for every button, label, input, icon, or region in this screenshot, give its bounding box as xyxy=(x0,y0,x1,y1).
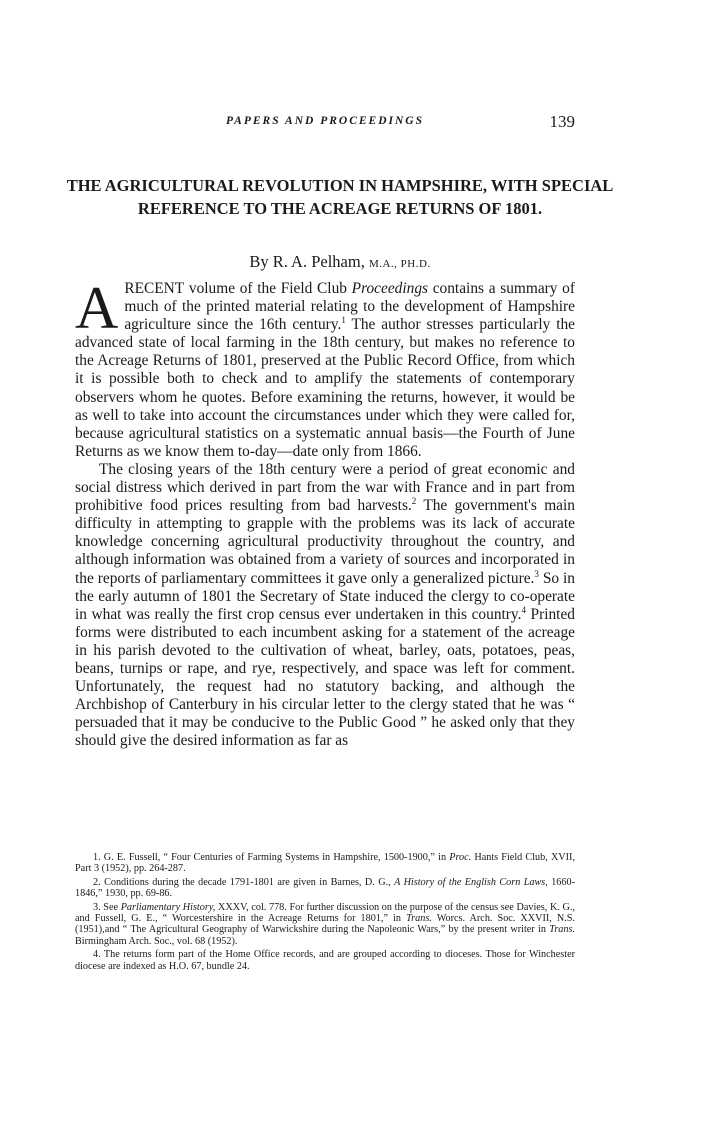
running-title: PAPERS AND PROCEEDINGS xyxy=(225,115,424,127)
byline-degrees: M.A., PH.D. xyxy=(368,258,431,270)
footnote-ref-4: 4 xyxy=(521,604,526,615)
article-body xyxy=(75,275,575,750)
footnote-4 xyxy=(75,949,575,972)
p2-text-1: The closing years of the 18th century were a period of great economic and social distress which derived in part from the war with France and in part from prohibitive food prices resulting from bad harvests. xyxy=(75,460,575,515)
footnote-2-text-a: 2. Conditions during the decade 1791-1801 are given in Barnes, D. G., xyxy=(93,876,395,888)
drop-cap: A xyxy=(75,275,119,341)
article-title: THE AGRICULTURAL REVOLUTION IN HAMPSHIRE, WITH SPECIAL REFERENCE TO THE ACREAGE RETURNS OF 1801. xyxy=(66,176,614,218)
paragraph-2 xyxy=(75,461,575,751)
p2-text-2: The government's main difficulty in attempting to grapple with the problems was its lack of accurate knowledge concerning agricultural productivity throughout the country, and although information was obtained from a variety of sources and incorporated in the reports of parliamentary committees it gave only a generalized picture. xyxy=(75,497,575,587)
footnote-1 xyxy=(75,852,575,875)
footnote-3-text-a: 3. See xyxy=(93,901,121,913)
footnote-2 xyxy=(75,877,575,900)
p1-text-2: contains a summary of much of the printed material relating to the development of Hampshire agriculture since the 16th century. xyxy=(124,280,575,334)
p1-italic-proceedings: Proceedings xyxy=(351,280,429,297)
footnote-3-italic-2: Trans. xyxy=(406,913,432,925)
p2-text-3: So in the early autumn of 1801 the Secretary of State induced the clergy to co-operate in what was really the first crop census ever undertaken in this country. xyxy=(75,569,575,623)
footnote-3 xyxy=(75,902,575,948)
running-head xyxy=(75,112,575,132)
footnote-ref-3: 3 xyxy=(534,568,539,579)
footnote-3-italic-3: Trans. xyxy=(549,924,575,936)
footnote-3-text-b: XXXV, col. 778. For further discussion on the purpose of the census see Davies, K. G., and Fussell, G. E., “ Worcestershire in the Acreage Returns for 1801,” in xyxy=(75,901,575,925)
byline xyxy=(60,252,620,272)
footnote-1-text-b: Hants Field Club, XVII, Part 3 (1952), pp. 264-287. xyxy=(75,852,575,875)
page-number: 139 xyxy=(549,112,575,131)
footnote-3-text-c: Worcs. Arch. Soc. XXVII, N.S. (1951),and “ The Agricultural Geography of Warwickshire during the Napoleonic Wars,” by the present writer in xyxy=(75,913,576,936)
footnote-ref-2: 2 xyxy=(411,496,417,506)
footnote-3-italic-1: Parliamentary History, xyxy=(120,901,216,913)
lead-word: RECENT xyxy=(124,280,185,297)
byline-author: By R. A. Pelham, xyxy=(249,252,365,271)
footnote-4-text: 4. The returns form part of the Home Office records, and are grouped according to dioceses. Those for Winchester diocese are indexed as H.O. 67, bundle 24. xyxy=(75,949,575,972)
p1-text-1: volume of the Field Club xyxy=(184,280,352,297)
footnote-1-text-a: 1. G. E. Fussell, “ Four Centuries of Farming Systems in Hampshire, 1500-1900,” in xyxy=(93,852,450,863)
footnote-2-italic: A History of the English Corn Laws, xyxy=(394,876,548,888)
footnote-ref-1: 1 xyxy=(341,315,346,326)
p1-text-3: The author stresses particularly the advanced state of local farming in the 18th century, but makes no reference to the Acreage Returns of 1801, preserved at the Public Record Office, from which it is possible both to check and to amplify the statements of contemporary observers whom he quotes. Before examining the returns, however, it would be as well to take into account the circumstances under which they were called for, because agricultural statistics on a systematic annual basis—the Fourth of June Returns as we know them to-day—date only from 1866. xyxy=(75,316,575,460)
footnotes xyxy=(75,852,575,974)
footnote-2-text-b: 1660-1846,” 1930, pp. 69-86. xyxy=(75,876,575,900)
paragraph-1 xyxy=(75,275,575,461)
footnote-1-italic: Proc. xyxy=(449,852,472,863)
footnote-3-text-d: Birmingham Arch. Soc., vol. 68 (1952). xyxy=(75,935,238,947)
p2-text-4: Printed forms were distributed to each incumbent asking for a statement of the acreage in his parish devoted to the cultivation of wheat, barley, oats, potatoes, peas, beans, turnips or rape, and rye, respectively, and space was left for comment. Unfortunately, the request had no statutory backing, and although the Archbishop of Canterbury in his circular letter to the clergy stated that he was “ persuaded that it may be conducive to the Public Good ” he asked only that they should give the desired information as far as xyxy=(75,605,575,750)
